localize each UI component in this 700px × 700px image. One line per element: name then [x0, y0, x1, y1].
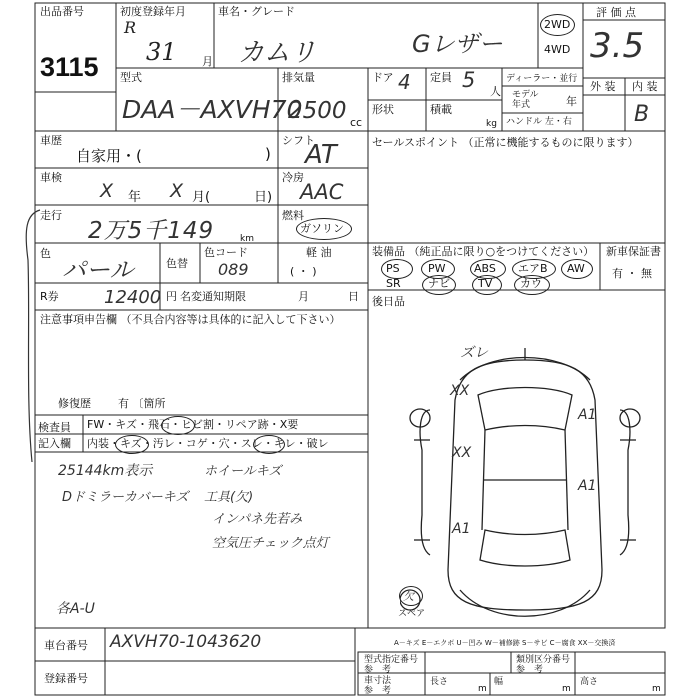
exterior-defects-row: FW・キズ・飛石・ヒビ割・リペア跡・X要 [87, 418, 299, 431]
color-code-label: 色コード [204, 246, 248, 259]
shape-label: 形状 [372, 103, 394, 116]
exterior-label: 外 装 [590, 80, 616, 93]
equip-navi: ナビ [428, 277, 450, 290]
name-change-month: 月 [298, 290, 309, 303]
note-line-4: 工具(欠) [204, 490, 254, 505]
drive-2wd: 2WD [544, 18, 571, 31]
handle-label: ハンドル 左・右 [506, 117, 572, 127]
doors-label: ドア [372, 71, 394, 84]
displacement-unit: cc [350, 116, 363, 129]
car-diagram [400, 340, 650, 630]
fuel-other: ( ・ ) [290, 265, 317, 278]
recycle-value: 12400 [104, 287, 162, 308]
fuel-gasoline: ガソリン [300, 222, 344, 235]
chassis-value: AXVH70-1043620 [110, 632, 262, 652]
name-grade-label: 車名・グレード [218, 5, 295, 18]
size-label: 車寸法 参 考 [364, 676, 392, 696]
interior-defects-row: 内装・キズ・汚レ・コゲ・穴・スレ・キレ・破レ [87, 437, 329, 450]
navi-circle [422, 275, 456, 295]
model-year-unit: 年 [566, 95, 577, 108]
color-value: パール [62, 256, 134, 284]
first-reg-label: 初度登録年月 [120, 5, 186, 18]
displacement-value: 2500 [288, 98, 347, 124]
shift-label: シフト [282, 134, 315, 147]
note-line-5: インパネ先若み [212, 512, 303, 527]
drive-4wd: 4WD [544, 43, 571, 56]
tv-circle [472, 275, 502, 295]
note-line-6: 空気圧チェック点灯 [212, 536, 329, 551]
aw-circle [561, 259, 593, 279]
class-label: 類別区分番号 参 考 [516, 655, 571, 675]
stone-chip-circle [161, 416, 195, 435]
inspection-day-unit: 日) [254, 190, 273, 205]
diagram-mark-4: A1 [578, 478, 597, 494]
model-year-label: モデル 年式 [512, 90, 539, 110]
width-unit: m [562, 684, 571, 694]
diagram-mark-3: A1 [578, 407, 597, 423]
capacity-label: 定員 [430, 71, 452, 84]
equip-sr: SR [386, 277, 401, 290]
first-reg-month-unit: 月 [202, 55, 213, 68]
repair-history-value: 有 〔箇所 [118, 397, 166, 410]
inspection-year-unit: 年 [128, 190, 142, 205]
new-warranty-label: 新車保証書 [606, 245, 661, 258]
first-reg-era: R [124, 18, 137, 37]
color-code: 089 [218, 260, 249, 279]
sales-points-label: セールスポイント （正常に機能するものに限ります） [372, 136, 639, 149]
equip-aw: AW [567, 262, 585, 275]
color-change-label: 色替 [166, 257, 188, 270]
history-close: ) [265, 145, 271, 163]
capacity-value: 5 [462, 68, 476, 92]
length-label: 長さ [430, 677, 449, 687]
fuel-diesel: 軽 油 [306, 246, 332, 259]
post-fit-label: 後日品 [372, 295, 405, 308]
fuel-label: 燃料 [282, 209, 304, 222]
equip-abs: ABS [474, 262, 496, 275]
damage-legend: A－キズ E－エクボ U－凹み W－補修跡 S－サビ C－腐食 XX－交換済 [394, 639, 616, 647]
interior-scratch-circle [115, 435, 149, 454]
reg-label: 登録番号 [44, 672, 88, 685]
name-change-label: 名変通知期限 [180, 290, 246, 303]
dealer-label: ディーラー・並行 [506, 74, 578, 84]
diagram-mark-1: XX [450, 383, 470, 399]
model-label: 型式 [120, 71, 142, 84]
color-label: 色 [40, 247, 51, 260]
cow-circle [514, 275, 550, 295]
lot-number: 3115 [40, 52, 99, 82]
load-unit: kg [486, 119, 497, 129]
model-value: DAA－AXVH70 [122, 95, 303, 124]
displacement-label: 排気量 [282, 71, 315, 84]
equip-ps: PS [386, 262, 400, 275]
equipment-label: 装備品 （純正品に限り○をつけてください） [372, 245, 595, 258]
score-label: 評 価 点 [596, 6, 636, 19]
new-warranty-value: 有 ・ 無 [612, 267, 652, 280]
diagram-mark-2: XX [452, 445, 472, 461]
interior-scuff-circle [253, 435, 285, 454]
height-unit: m [652, 684, 661, 694]
mileage-label: 走行 [40, 209, 62, 222]
shift-value: AT [305, 140, 337, 170]
lot-label: 出品番号 [40, 5, 84, 18]
inspection-month: X [170, 180, 184, 202]
length-unit: m [478, 684, 487, 694]
name-change-day: 日 [348, 290, 359, 303]
aircon-value: AAC [300, 180, 344, 204]
chassis-label: 車台番号 [44, 639, 88, 652]
equip-tv: TV [478, 277, 493, 290]
history-label: 車歴 [40, 134, 62, 147]
grade: Gレザー [412, 30, 503, 58]
bottom-note: 各A-U [56, 601, 95, 617]
diagram-top-note: ズレ [460, 345, 488, 361]
doors-value: 4 [398, 70, 411, 94]
ps-circle [381, 259, 413, 279]
inspection-month-unit: 月( [192, 190, 211, 205]
score: 3.5 [590, 26, 645, 66]
width-label: 幅 [494, 677, 504, 687]
note-line-2: ホイールキズ [204, 464, 282, 479]
mileage-unit: km [240, 234, 254, 244]
interior-grade: B [634, 102, 650, 127]
aircon-label: 冷房 [282, 171, 304, 184]
margin-bracket [18, 200, 48, 480]
height-label: 高さ [580, 677, 599, 687]
recycle-unit: 円 [166, 290, 177, 303]
inspection-year: X [100, 180, 114, 202]
inspection-label: 車検 [40, 171, 62, 184]
note-line-3: Dドミラーカバーキズ [62, 490, 189, 505]
equip-airbag: エアB [518, 262, 548, 275]
declaration-label: 注意事項申告欄 （不具合内容等は具体的に記入して下さい） [40, 313, 341, 326]
interior-label: 内 装 [632, 80, 658, 93]
repair-history-label: 修復歴 [58, 397, 91, 410]
history-value: 自家用・( [76, 147, 142, 165]
car-name: カムリ [238, 38, 317, 68]
equip-pw: PW [428, 262, 446, 275]
spare-mark: 欠 [403, 590, 414, 603]
mileage-value: 2万5千149 [88, 218, 215, 244]
diagram-mark-5: A1 [452, 521, 471, 537]
equip-cow: カウ [520, 277, 542, 290]
note-line-1: 25144km表示 [58, 463, 153, 479]
type-label: 型式指定番号 参 考 [364, 655, 419, 675]
first-reg-year: 31 [146, 38, 177, 66]
recycle-label: R券 [40, 290, 59, 303]
inspector-label: 検査員 記入欄 [38, 421, 71, 450]
capacity-unit: 人 [490, 85, 501, 98]
spare-label: スペア [398, 609, 426, 619]
load-label: 積載 [430, 103, 452, 116]
